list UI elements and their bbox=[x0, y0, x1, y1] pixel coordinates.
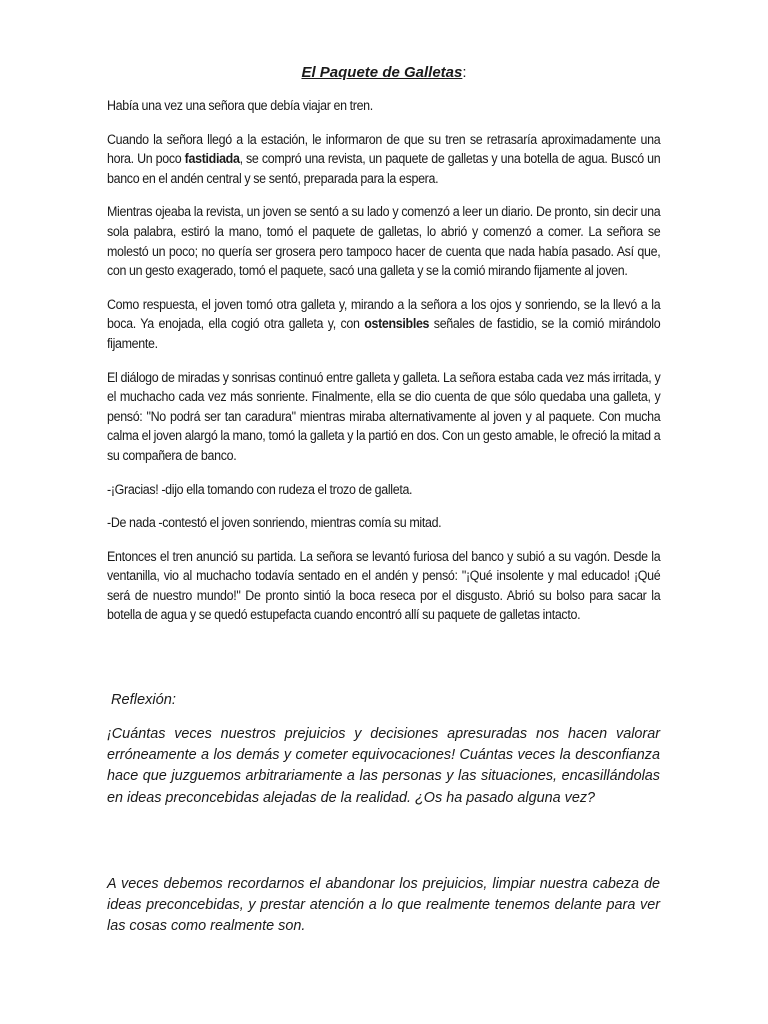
paragraph-4-part-b: señales de fastidio, se la comió mirándolo fijamente. bbox=[107, 316, 661, 351]
reflection-heading: Reflexión: bbox=[111, 692, 176, 708]
paragraph-6: -¡Gracias! -dijo ella tomando con rudeza el trozo de galleta. bbox=[107, 481, 413, 497]
paragraph-2-part-b: , se compró una revista, un paquete de galletas y una botella de agua. Buscó un banco en el andén central y se sentó, preparada para la espera. bbox=[107, 151, 661, 186]
paragraph-5: El diálogo de miradas y sonrisas continuó entre galleta y galleta. La señora estaba cada vez más irritada, y el muchacho cada vez más sonriente. Finalmente, ella se dio cuenta de que sólo quedaba una galleta, y pensó: "No podrá ser tan caradura" mientras miraba alternativamente al joven y al paquete. Con mucha calma el joven alargó la mano, tomó la galleta y la partió en dos. Con un gesto amable, le ofreció la mitad a su compañera de banco. bbox=[107, 369, 661, 463]
reflection-paragraph-1 bbox=[107, 724, 660, 809]
paragraph-3: Mientras ojeaba la revista, un joven se sentó a su lado y comenzó a leer un diario. De pronto, sin decir una sola palabra, estiró la mano, tomó el paquete de galletas, lo abrió y comenzó a comer. La señora se molestó un poco; no quería ser grosera pero tampoco hacer de cuenta que nada había pasado. Así que, con un gesto exagerado, tomó el paquete, sacó una galleta y se la comió mirando fijamente al joven. bbox=[107, 204, 661, 279]
title-colon: : bbox=[462, 64, 467, 81]
paragraph-4-part-a: Como respuesta, el joven tomó otra galleta y, mirando a la señora a los ojos y sonriendo, se la llevó a la boca. Ya enojada, ella cogió otra galleta y, con bbox=[107, 296, 661, 332]
reflection-text-2: A veces debemos recordarnos el abandonar los prejuicios, limpiar nuestra cabeza de ideas preconcebidas, y prestar atención a lo que realmente tenemos delante para ver las cosas como realmente son. bbox=[107, 876, 660, 935]
paragraph-1: Había una vez una señora que debía viajar en tren. bbox=[107, 98, 373, 113]
paragraph-7: -De nada -contestó el joven sonriendo, mientras comía su mitad. bbox=[107, 515, 442, 531]
paragraph-4 bbox=[107, 295, 660, 354]
reflection-paragraph-2 bbox=[107, 874, 660, 938]
reflection-text-1: ¡Cuántas veces nuestros prejuicios y decisiones apresuradas nos hacen valorar erróneamente a los demás y cometer equivocaciones! Cuántas veces la desconfianza hace que juzguemos arbitrariamente a las personas y las situaciones, encasillándolas en ideas preconcebidas alejadas de la realidad. ¿Os ha pasado alguna vez? bbox=[107, 726, 660, 806]
title-line bbox=[0, 64, 768, 81]
bold-word-fastidiada: fastidiada bbox=[184, 151, 240, 167]
paragraph-2-part-a: Cuando la señora llegó a la estación, le informaron de que su tren se retrasaría aproximadamente una hora. Un poco bbox=[107, 131, 661, 167]
document-title: El Paquete de Galletas bbox=[301, 64, 463, 81]
story-body bbox=[107, 96, 660, 639]
paragraph-2 bbox=[107, 130, 660, 189]
bold-word-ostensibles: ostensibles bbox=[364, 316, 430, 332]
paragraph-8: Entonces el tren anunció su partida. La señora se levantó furiosa del banco y subió a su vagón. Desde la ventanilla, vio al muchacho todavía sentado en el andén y pensó: "¡Qué insolente y mal educado! ¡Qué será de nuestro mundo!" De pronto sintió la boca reseca por el disgusto. Abrió su bolso para sacar la botella de agua y se quedó estupefacta cuando encontró allí su paquete de galletas intacto. bbox=[107, 548, 661, 623]
